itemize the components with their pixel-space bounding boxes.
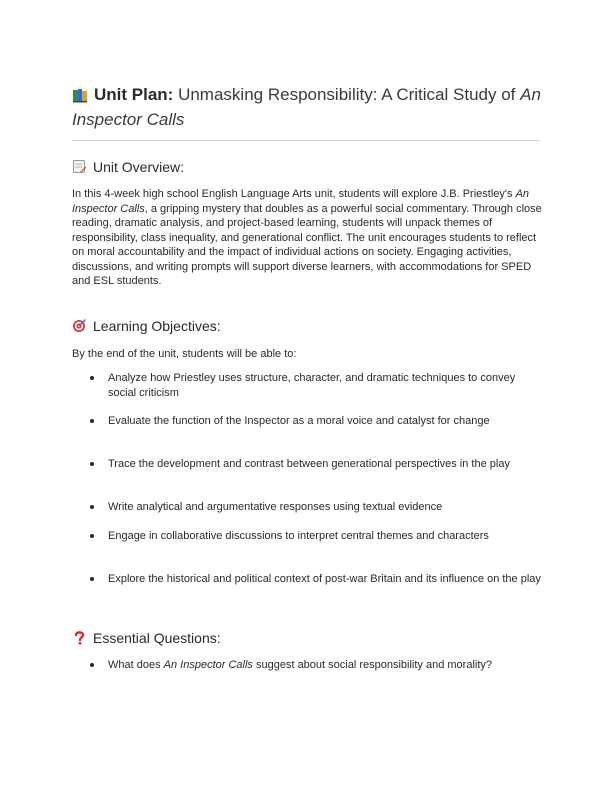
title-italic: An Inspector Calls [72, 85, 541, 129]
memo-icon [72, 159, 87, 178]
bullet-icon [90, 462, 94, 466]
objectives-heading-text: Learning Objectives: [93, 318, 221, 334]
document-page: Unit Plan: Unmasking Responsibility: A Critical Study of An Inspector Calls Unit Overview: In this 4-week high school English Language Arts unit, students will explore J.B. Priestley's An Inspector Calls, a gripping mystery that doubles as a powerful social commentary. Through close reading, dramatic analysis, and project-based learning, students will unpack themes of responsibility, class inequality, and generational conflict. The unit encourages students to reflect on moral accountability and the impact of individual actions on society. Engaging activities, discussions, and writing prompts will support diverse learners, with accommodations for SPED and ESL students. Learning Objectives: By the end of the unit, students will be able to: Analyze how Priestley uses structure, character, and dramatic techniques to convey social criticism Evaluate the function of the Inspector as a moral voice and catalyst for change Trace the development and contrast between generational perspectives in the play Write analytical and argumentative responses using textual evidence Engage in collaborative discussions to interpret central themes and characters Explore the historical and political context of post-war Britain and its influence on the play Essential Questions: What does An Inspector Calls suggest about social responsibility and morality? [0, 0, 612, 792]
overview-text-after: , a gripping mystery that doubles as a powerful social commentary. Through close reading, dramatic analysis, and project-based learning, students will unpack themes of responsibility, class inequality, and generational conflict. The unit encourages students to reflect on moral accountability and the impact of individual actions on society. Engaging activities, discussions, and writing prompts will support diverse learners, with accommodations for SPED and ESL students. [72, 202, 542, 287]
bullet-icon [90, 534, 94, 538]
question-mark-icon [72, 630, 87, 649]
books-icon [72, 87, 88, 109]
bullet-icon [90, 376, 94, 380]
bullet-icon [90, 663, 94, 667]
overview-text-before: In this 4-week high school English Language Arts unit, students will explore J.B. Priestley's [72, 188, 513, 200]
bullet-icon [90, 505, 94, 509]
target-icon [72, 318, 87, 337]
questions-heading [72, 629, 221, 649]
objectives-intro: By the end of the unit, students will be able to: [72, 348, 297, 360]
overview-heading-text: Unit Overview: [93, 159, 185, 175]
bullet-icon [90, 577, 94, 581]
title-main: Unmasking Responsibility: A Critical Study of [178, 85, 516, 104]
horizontal-divider [72, 140, 540, 141]
overview-heading [72, 158, 184, 178]
questions-heading-text: Essential Questions: [93, 630, 221, 646]
title-lead: Unit Plan: [94, 85, 174, 104]
overview-text-italic: An Inspector Calls [72, 188, 530, 215]
page-title [72, 84, 542, 131]
objectives-heading [72, 317, 221, 337]
overview-paragraph [72, 187, 544, 289]
bullet-icon [90, 419, 94, 423]
